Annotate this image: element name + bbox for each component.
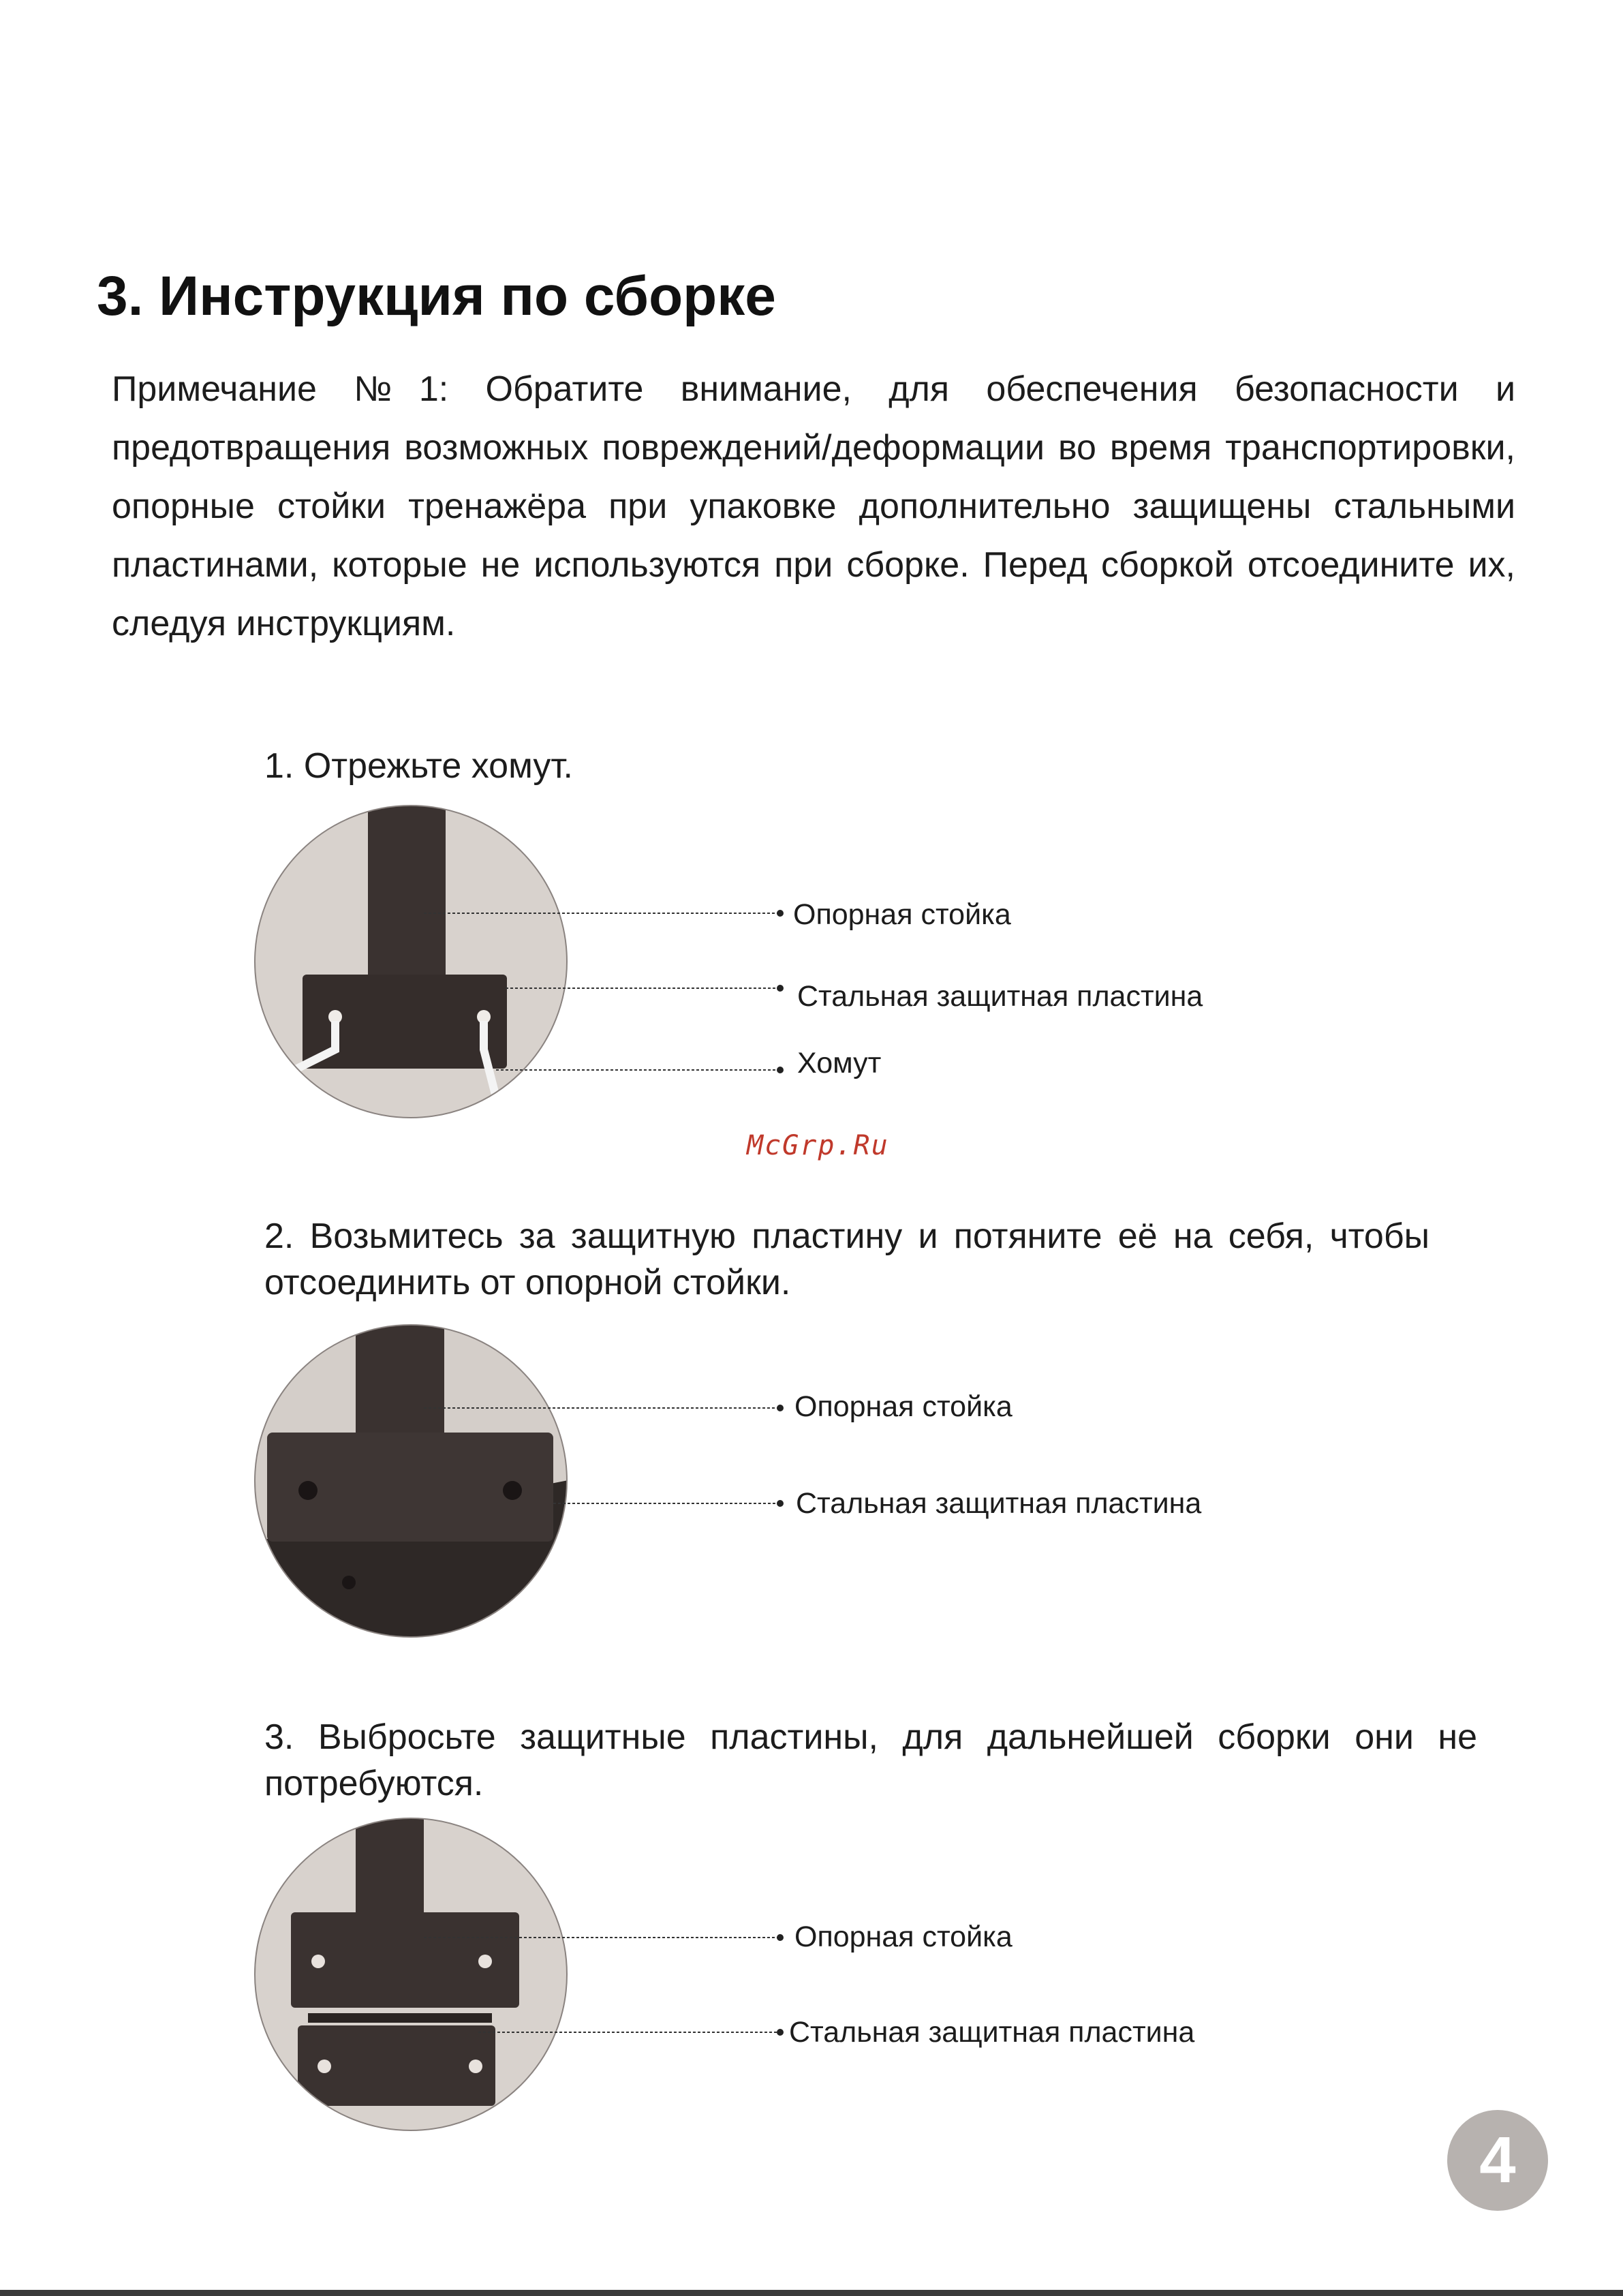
section-title: 3. Инструкция по сборке: [97, 265, 776, 327]
label-steel-plate: Стальная защитная пластина: [796, 1487, 1202, 1520]
label-support-post: Опорная стойка: [793, 898, 1011, 931]
label-steel-plate: Стальная защитная пластина: [797, 980, 1203, 1013]
assembly-note: Примечание №1: Обратите внимание, для обеспечения безопасности и предотвращения возможных повреждений/деформации во время транспортировки, опорные стойки тренажёра при упаковке дополнительно защищены стальными пластинами, которые не используются при сборке. Перед сборкой отсоедините их, следуя инструкциям.: [112, 369, 1515, 643]
label-support-post: Опорная стойка: [794, 1390, 1013, 1423]
page-number-badge: 4: [1447, 2110, 1548, 2211]
bottom-divider: [0, 2290, 1623, 2296]
step-3-text: 3. Выбросьте защитные пластины, для дальнейшей сборки они не потребуются.: [264, 1717, 1477, 1803]
watermark: McGrp.Ru: [747, 1130, 889, 1161]
label-cable-tie: Хомут: [797, 1047, 882, 1080]
step-1-text: 1. Отрежьте хомут.: [264, 746, 573, 786]
label-support-post: Опорная стойка: [794, 1920, 1013, 1953]
step-2-text: 2. Возьмитесь за защитную пластину и потяните её на себя, чтобы отсоединить от опорной стойки.: [264, 1216, 1429, 1302]
label-steel-plate: Стальная защитная пластина: [789, 2016, 1195, 2049]
